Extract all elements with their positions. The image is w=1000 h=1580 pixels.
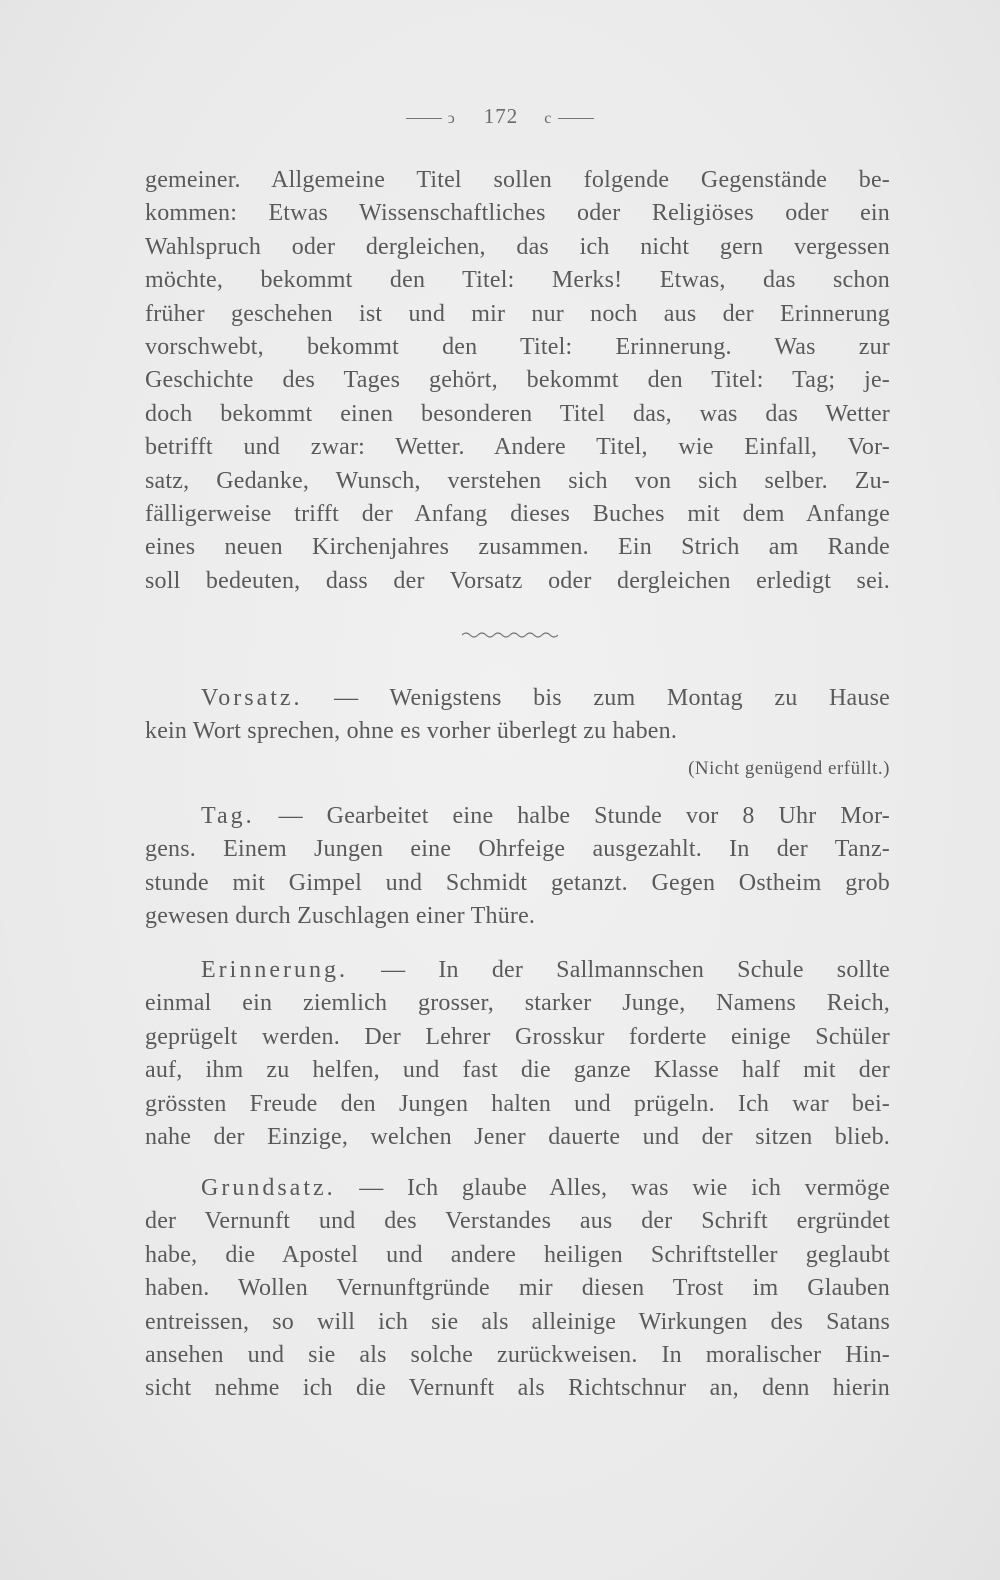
text-line: der Vernunft und des Verstandes aus der Schrift ergründet [145, 1208, 890, 1235]
entry-text: — In der Sallmannschen Schule sollte [381, 957, 890, 983]
text-line: eines neuen Kirchenjahres zusammen. Ein Strich am Rande [145, 534, 890, 561]
section-divider-ornament [462, 630, 558, 640]
entry-text: — Ich glaube Alles, was wie ich vermöge [359, 1175, 890, 1201]
grundsatz-entry [145, 1172, 890, 1406]
vorsatz-entry [145, 682, 890, 749]
erinnerung-entry [145, 954, 890, 1154]
text-line [145, 1172, 890, 1205]
entry-title-grundsatz: Grundsatz. [201, 1175, 336, 1201]
text-line: haben. Wollen Vernunftgründe mir diesen Trost im Glauben [145, 1275, 890, 1302]
entry-title-vorsatz: Vorsatz. [201, 685, 303, 711]
text-line: fälligerweise trifft der Anfang dieses Buches mit dem Anfange [145, 500, 890, 527]
header-ornament-right: c [544, 110, 553, 127]
tag-entry [145, 800, 890, 934]
text-line: einmal ein ziemlich grosser, starker Junge, Namens Reich, [145, 990, 890, 1017]
text-line: stunde mit Gimpel und Schmidt getanzt. Gegen Ostheim grob [145, 869, 890, 896]
text-line [145, 800, 890, 833]
text-line: früher geschehen ist und mir nur noch aus der Erinnerung [145, 300, 890, 327]
text-line: Geschichte des Tages gehört, bekommt den Titel: Tag; je- [145, 367, 890, 394]
text-line: soll bedeuten, dass der Vorsatz oder dergleichen erledigt sei. [145, 567, 890, 594]
text-line: gens. Einem Jungen eine Ohrfeige ausgezahlt. In der Tanz- [145, 836, 890, 863]
entry-title-tag: Tag. [201, 803, 255, 829]
text-line: betrifft und zwar: Wetter. Andere Titel, wie Einfall, Vor- [145, 434, 890, 461]
text-line: auf, ihm zu helfen, und fast die ganze Klasse half mit der [145, 1057, 890, 1084]
text-line: entreissen, so will ich sie als alleinige Wirkungen des Satans [145, 1308, 890, 1335]
text-line: möchte, bekommt den Titel: Merks! Etwas, das schon [145, 267, 890, 294]
entry-title-erinnerung: Erinnerung. [201, 957, 348, 983]
fulfillment-note: (Nicht genügend erfüllt.) [688, 758, 890, 779]
entry-text: — Wenigstens bis zum Montag zu Hause [334, 685, 891, 711]
page-header [0, 104, 1000, 129]
header-ornament-left: ↄ [447, 110, 456, 127]
text-line: vorschwebt, bekommt den Titel: Erinnerung. Was zur [145, 333, 890, 360]
text-line: ansehen und sie als solche zurückweisen. In moralischer Hin- [145, 1341, 890, 1368]
text-line: gewesen durch Zuschlagen einer Thüre. [145, 903, 536, 930]
intro-paragraph [145, 164, 890, 598]
text-line: nahe der Einzige, welchen Jener dauerte und der sitzen blieb. [145, 1123, 890, 1150]
text-line [145, 682, 890, 715]
entry-text: — Gearbeitet eine halbe Stunde vor 8 Uhr Mor- [278, 803, 890, 829]
text-line: doch bekommt einen besonderen Titel das, was das Wetter [145, 400, 890, 427]
text-line: grössten Freude den Jungen halten und prügeln. Ich war bei- [145, 1090, 890, 1117]
text-line: satz, Gedanke, Wunsch, verstehen sich von sich selber. Zu- [145, 467, 890, 494]
header-rule-left [406, 118, 442, 119]
text-line: kein Wort sprechen, ohne es vorher überlegt zu haben. [145, 718, 678, 745]
page-number: 172 [483, 104, 519, 128]
text-line: kommen: Etwas Wissenschaftliches oder Religiöses oder ein [145, 200, 890, 227]
text-line: Wahlspruch oder dergleichen, das ich nicht gern vergessen [145, 233, 890, 260]
text-line: geprügelt werden. Der Lehrer Grosskur forderte einige Schüler [145, 1023, 890, 1050]
text-line: gemeiner. Allgemeine Titel sollen folgende Gegenstände be- [145, 167, 890, 193]
text-line [145, 954, 890, 987]
text-line: habe, die Apostel und andere heiligen Schriftsteller geglaubt [145, 1241, 890, 1268]
text-line: sicht nehme ich die Vernunft als Richtschnur an, denn hierin [145, 1375, 890, 1402]
header-rule-right [558, 118, 594, 119]
